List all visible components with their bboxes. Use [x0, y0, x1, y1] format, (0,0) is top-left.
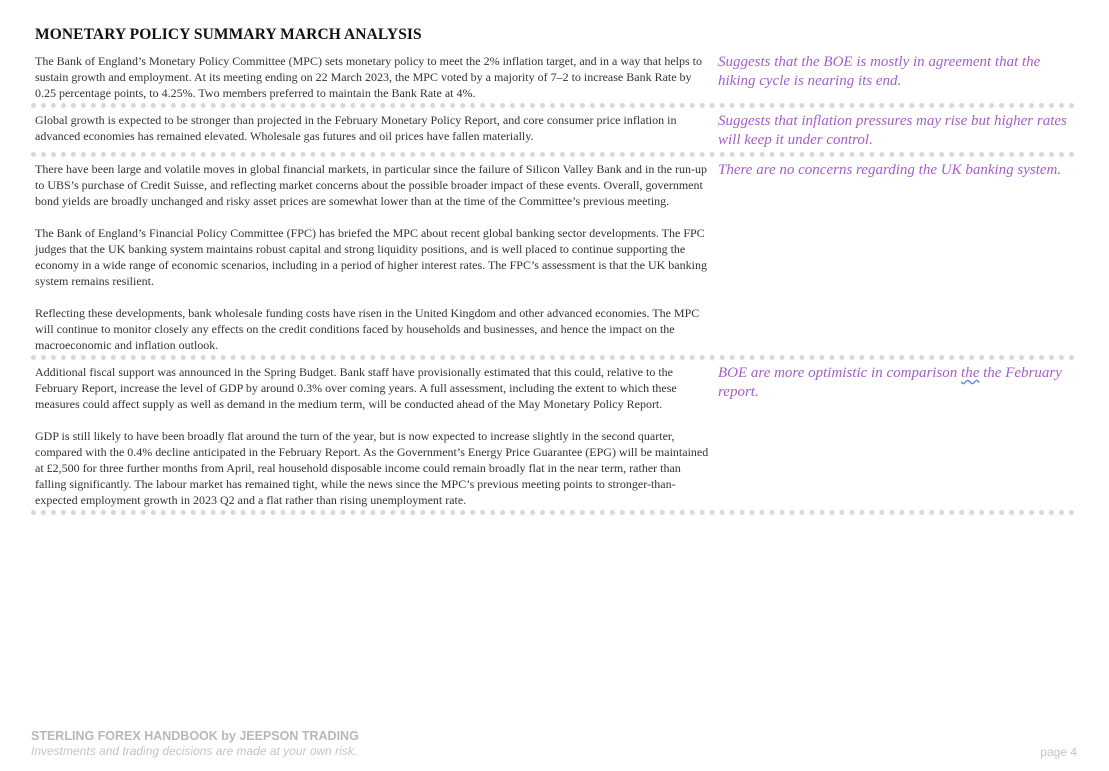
table-row: [31, 157, 1075, 360]
policy-paragraph: Additional fiscal support was announced in the Spring Budget. Bank staff have provisionally estimated that this could, relative to the February Report, increase the level of GDP by around 0.3% over coming years. A full assessment, including the extent to which these measures could affect supply as well as demand in the medium term, will be conducted ahead of the May Monetary Policy Report.: [35, 365, 677, 411]
policy-text-cell: [31, 161, 711, 353]
analysis-note: [711, 364, 1075, 508]
table-row: [31, 360, 1075, 515]
policy-text-cell: [31, 112, 711, 150]
page-footer: [31, 728, 359, 759]
page-title: MONETARY POLICY SUMMARY MARCH ANALYSIS: [35, 26, 422, 43]
note-text: BOE are more optimistic in comparison: [718, 365, 962, 381]
policy-paragraph: GDP is still likely to have been broadly flat around the turn of the year, but is now expected to increase slightly in the second quarter, compared with the 0.4% decline anticipated in the February Report. As the Government’s Energy Price Guarantee (EPG) will be maintained at £2,500 for three further months from April, real household disposable income could remain broadly flat in the near term, rather than falling significantly. The labour market has remained tight, while the news since the MPC’s previous meeting points to stronger-than-expected employment growth in 2023 Q2 and a flat rather than rising unemployment rate.: [35, 429, 709, 507]
table-row: [31, 108, 1075, 157]
table-row: [31, 53, 1075, 108]
policy-text-cell: [31, 53, 711, 101]
note-text: the February report.: [718, 365, 1062, 400]
analysis-note: Suggests that inflation pressures may rise but higher rates will keep it under control.: [718, 113, 1067, 148]
policy-text-cell: [31, 364, 711, 508]
policy-paragraph: The Bank of England’s Financial Policy Committee (FPC) has briefed the MPC about recent global banking sector developments. The FPC judges that the UK banking system maintains robust capital and strong liquidity positions, and is well placed to continue supporting the economy in a wide range of economic scenarios, including in a period of higher interest rates. The FPC’s assessment is that the UK banking system remains resilient.: [35, 226, 707, 288]
analysis-table: [31, 53, 1075, 515]
policy-paragraph: The Bank of England’s Monetary Policy Committee (MPC) sets monetary policy to meet the 2% inflation target, and in a way that helps to sustain growth and employment. At its meeting ending on 22 March 2023, the MPC voted by a majority of 7–2 to increase Bank Rate by 0.25 percentage points, to 4.25%. Two members preferred to maintain the Bank Rate at 4%.: [35, 54, 702, 100]
footer-disclaimer: Investments and trading decisions are made at your own risk.: [31, 744, 358, 758]
analysis-note: Suggests that the BOE is mostly in agreement that the hiking cycle is nearing its end.: [718, 54, 1041, 89]
page-number: page 4: [1040, 745, 1077, 759]
policy-paragraph: Reflecting these developments, bank wholesale funding costs have risen in the United Kingdom and other advanced economies. The MPC will continue to monitor closely any effects on the credit conditions faced by households and businesses, and hence the impact on the macroeconomic and inflation outlook.: [35, 306, 700, 352]
policy-paragraph: There have been large and volatile moves in global financial markets, in particular since the failure of Silicon Valley Bank and in the run-up to UBS’s purchase of Credit Suisse, and reflecting market concerns about the possible broader impact of these events. Overall, government bond yields are broadly unchanged and risky asset prices are somewhat lower than at the time of the Committee’s previous meeting.: [35, 162, 707, 208]
policy-paragraph: Global growth is expected to be stronger than projected in the February Monetary Policy Report, and core consumer price inflation in advanced economies has remained elevated. Wholesale gas futures and oil prices have fallen materially.: [35, 113, 677, 143]
analysis-note: There are no concerns regarding the UK banking system.: [718, 162, 1062, 178]
footer-brand: STERLING FOREX HANDBOOK by JEEPSON TRADING: [31, 729, 359, 743]
spellcheck-flagged-word[interactable]: the: [961, 365, 980, 381]
